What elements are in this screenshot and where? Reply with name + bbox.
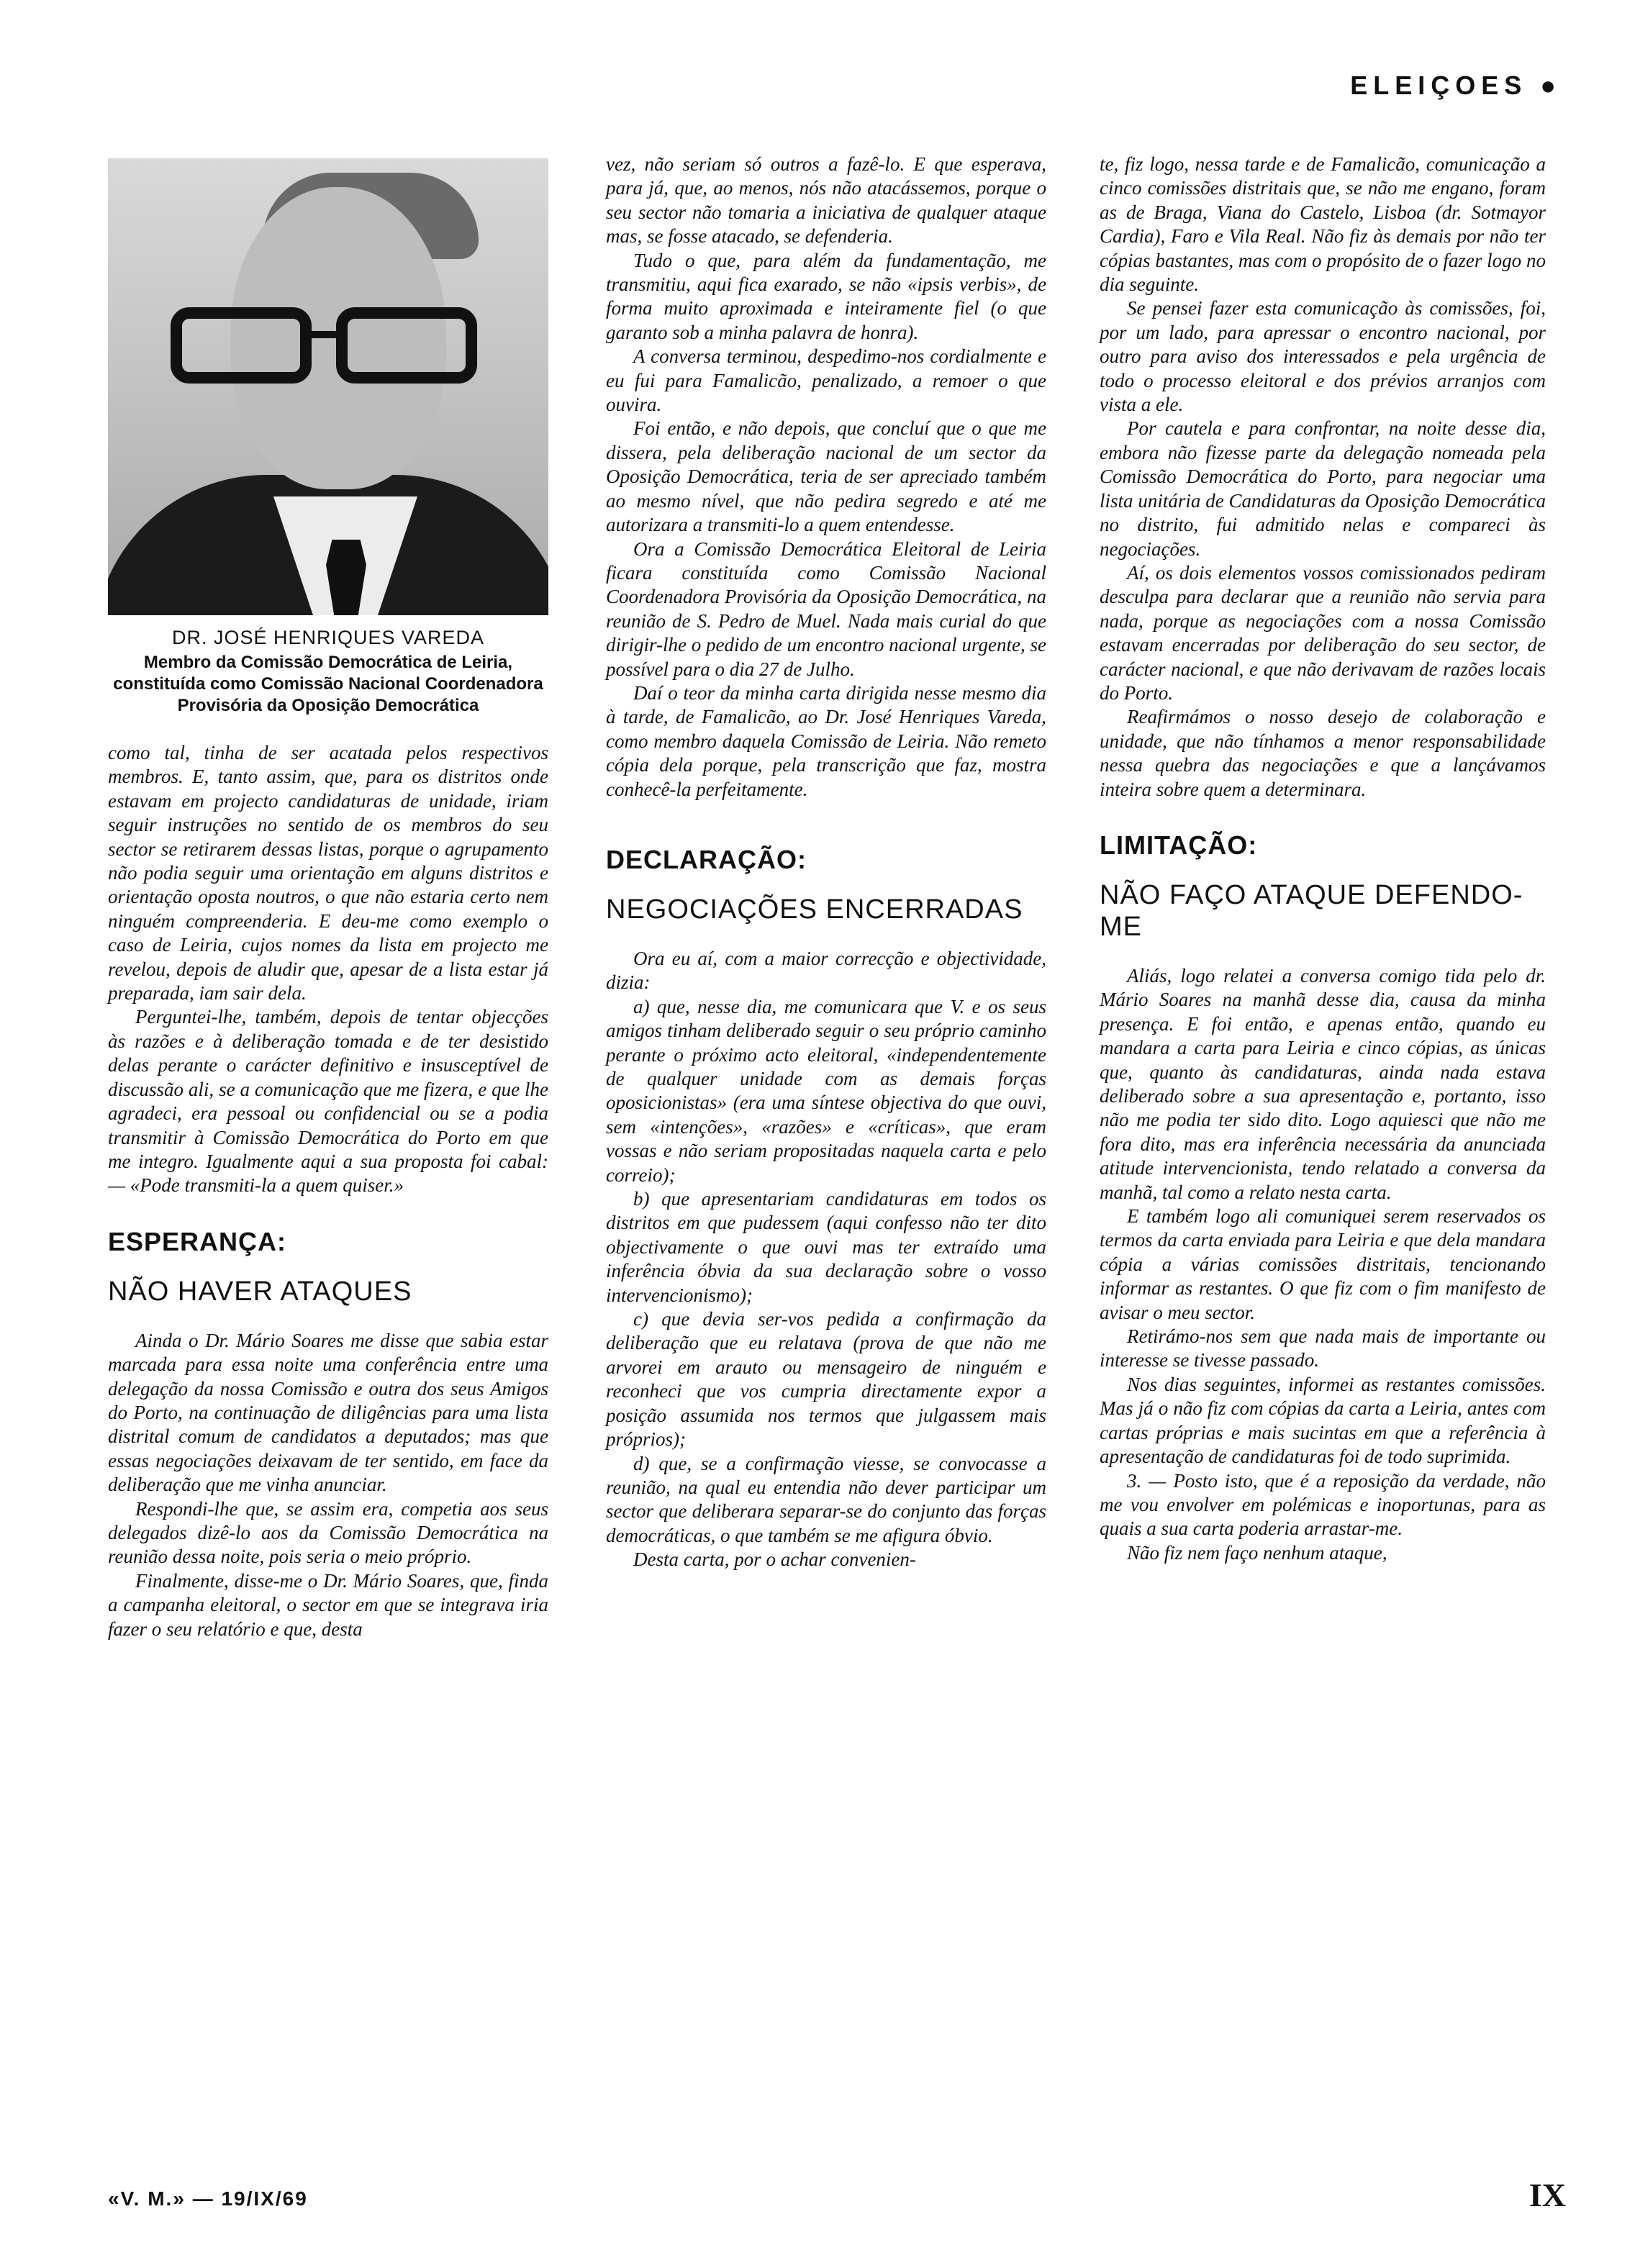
paragraph: Daí o teor da minha carta dirigida nesse mesmo dia à tarde, de Famalicão, ao Dr. José Henriques Vareda, como membro daquela Comissão de Leiria. Não remeto cópia dela porque, pela transcrição que faz, mostra conhecê-la perfeitamente. — [606, 681, 1046, 800]
heading-esperanca: ESPERANÇA: — [108, 1226, 287, 1256]
subheading-negociacoes-encerradas: NEGOCIAÇÕES ENCERRADAS — [606, 894, 1023, 925]
paragraph: Aí, os dois elementos vossos comissionados pediram desculpa para declarar que a reunião não servia para nada, porque as negociações com a nossa Comissão estavam encerradas por deliberação do seu sector, de carácter nacional, e que não derivavam de razões locais do Porto. — [1100, 561, 1546, 704]
subheading-nao-haver-ataques: NÃO HAVER ATAQUES — [108, 1276, 412, 1307]
paragraph: Ainda o Dr. Mário Soares me disse que sabia estar marcada para essa noite uma conferência entre uma delegação da nossa Comissão e outra dos seus Amigos do Porto, na continuação de diligências para uma lista distrital comum de candidatos a deputados; mas que essas negociações deixavam de ter sentido, em face da deliberação que me vinha anunciar. — [108, 1329, 548, 1496]
publication-footer: «V. M.» — 19/IX/69 — [108, 2187, 308, 2210]
paragraph: d) que, se a confirmação viesse, se convocasse a reunião, na qual eu entendia não dever participar um sector que deliberara separar-se do conjunto das forças democráticas, o que também se me afigura óbvio. — [606, 1452, 1046, 1546]
paragraph: Por cautela e para confrontar, na noite desse dia, embora não fizesse parte da delegação nomeada pela Comissão Democrática do Porto, para negociar uma lista unitária de Candidaturas da Oposição Democrática no distrito, fui admitido nelas e compareci às negociações. — [1100, 417, 1546, 560]
paragraph: Não fiz nem faço nenhum ataque, — [1127, 1541, 1387, 1564]
paragraph: b) que apresentariam candidaturas em todos os distritos em que pudessem (aqui confesso não ter dito objectivamente o que ouvi mas ter extraído uma inferência óbvia da sua declaração sobre o vosso intervencionismo); — [606, 1188, 1046, 1306]
paragraph: Retirámo-nos sem que nada mais de importante ou interesse se tivesse passado. — [1100, 1325, 1546, 1371]
photo-caption: Membro da Comissão Democrática de Leiria, constituída como Comissão Nacional Coordenadora Provisória da Oposição Democrática — [113, 653, 543, 715]
paragraph: te, fiz logo, nessa tarde e de Famalicão, comunicação a cinco comissões distritais que, se não me engano, foram as de Braga, Viana do Castelo, Lisboa (dr. Sotmayor Cardia), Faro e Vila Real. Não fiz às demais por não ter cópias bastantes, mas com o propósito de o fazer logo no dia seguinte. — [1100, 153, 1546, 296]
paragraph: Respondi-lhe que, se assim era, competia aos seus delegados dizê-lo aos da Comissão Democrática na reunião dessa noite, pois seria o meio próprio. — [108, 1497, 548, 1568]
section-tag: ELEIÇOES ● — [1350, 71, 1562, 100]
paragraph: Se pensei fazer esta comunicação às comissões, foi, por um lado, para apressar o encontro nacional, por outro para aviso dos interessados e pela urgência de todo o processo eleitoral e dos prévios arranjos com vista a ele. — [1100, 297, 1546, 416]
paragraph: a) que, nesse dia, me comunicara que V. e os seus amigos tinham deliberado seguir o seu próprio caminho perante o próximo acto eleitoral, «independentemente de qualquer unidade com as demais forças oposicionistas» (era uma síntese objectiva do que ouvi, sem «intenções», «razões» e «críticas», que eram vossas e não seriam propositadas naquela carta e pelo correio); — [606, 995, 1046, 1186]
column-2 — [606, 153, 1046, 1572]
paragraph: 3. — Posto isto, que é a reposição da verdade, não me vou envolver em polémicas e inoportunas, para as quais a sua carta poderia arrastar-me. — [1100, 1469, 1546, 1540]
paragraph: Aliás, logo relatei a conversa comigo tida pelo dr. Mário Soares na manhã desse dia, causa da minha presença. E foi então, e apenas então, quando eu mandara a carta para Leiria e cinco cópias, as únicas que, quanto às candidaturas, ainda nada estava deliberado sobre a sua apresentação e, portanto, isso não me podia ter sido dito. Logo aquiesci que não me fora dito, mas era inferência necessária da anunciada atitude intervencionista, tendo relatado a conversa da manhã, tal como a relato nesta carta. — [1100, 964, 1546, 1203]
paragraph: A conversa terminou, despedimo-nos cordialmente e eu fui para Famalicão, penalizado, a remoer o que ouvira. — [606, 345, 1046, 416]
paragraph: Perguntei-lhe, também, depois de tentar objecções às razões e à deliberação tomada e de ter desistido delas perante o carácter definitivo e insusceptível de discussão ali, se a comunicação que me fizera, e que lhe agradeci, era pessoal ou confidencial ou se a podia transmitir à Comissão Democrática do Porto em que me integro. Igualmente aqui a sua proposta foi cabal: — «Pode transmiti-la a quem quiser.» — [108, 1006, 548, 1197]
page-number: IX — [1528, 2177, 1566, 2213]
heading-declaracao: DECLARAÇÃO: — [606, 844, 807, 874]
paragraph: como tal, tinha de ser acatada pelos respectivos membros. E, tanto assim, que, para os distritos onde estavam em projecto candidaturas de unidade, iriam seguir instruções no sentido de os membros do seu sector se retirarem dessas listas, porque o agrupamento não podia seguir uma orientação em alguns distritos e orientação oposta noutros, o que não estaria certo nem ninguém compreenderia. E deu-me como exemplo o caso de Leiria, cujos nomes da lista em projecto me revelou, depois de aludir que, apesar de a lista estar já preparada, iam sair dela. — [108, 742, 548, 1004]
paragraph: Ora eu aí, com a maior correcção e objectividade, dizia: — [606, 947, 1046, 994]
column-1 — [108, 153, 548, 1641]
paragraph: Nos dias seguintes, informei as restantes comissões. Mas já o não fiz com cópias da carta a Leiria, antes com cartas próprias e mais sucintas em que a referência à apresentação de candidaturas foi de todo suprimida. — [1100, 1373, 1546, 1468]
photo-name: DR. JOSÉ HENRIQUES VAREDA — [171, 627, 485, 648]
paragraph: Ora a Comissão Democrática Eleitoral de Leiria ficara constituída como Comissão Nacional Coordenadora Provisória da Oposição Democrática, na reunião de S. Pedro de Muel. Nada mais curial do que dirigir-lhe o pedido de um encontro nacional urgente, se possível para o dia 27 de Julho. — [606, 537, 1046, 680]
paragraph: c) que devia ser-vos pedida a confirmação da deliberação que eu relatava (prova de que não me arvorei em arauto ou mensageiro de ninguém e reconheci que vos cumpria directamente expor a posição assumida nos termos que julgassem mais próprios); — [606, 1308, 1046, 1451]
paragraph: Foi então, e não depois, que concluí que o que me dissera, pela deliberação nacional de um sector da Oposição Democrática, teria de ser apreciado também ao mesmo nível, que não pedira segredo e até me autorizara a transmiti-lo a quem entendesse. — [606, 417, 1046, 536]
paragraph: Reafirmámos o nosso desejo de colaboração e unidade, que não tínhamos a menor responsabilidade nessa quebra das negociações e que a lançávamos inteira sobre quem a determinara. — [1100, 706, 1546, 800]
portrait-photo — [108, 158, 548, 615]
paragraph: Desta carta, por o achar convenien- — [633, 1548, 916, 1571]
paragraph: Tudo o que, para além da fundamentação, me transmitiu, aqui fica exarado, se não «ipsis verbis», de forma muito aproximada e inteiramente fiel (o que garanto sob a minha palavra de honra). — [606, 249, 1046, 343]
paragraph: E também logo ali comuniquei serem reservados os termos da carta enviada para Leiria e que dela mandara cópia a várias comissões distritais, tencionando informar as restantes. O que fiz com o fim manifesto de avisar o meu sector. — [1100, 1205, 1546, 1323]
heading-limitacao: LIMITAÇÃO: — [1100, 830, 1258, 860]
paragraph: Finalmente, disse-me o Dr. Mário Soares, que, finda a campanha eleitoral, o sector em que se integrava iria fazer o seu relatório e que, desta — [108, 1569, 548, 1640]
column-3 — [1100, 153, 1546, 1565]
paragraph: vez, não seriam só outros a fazê-lo. E que esperava, para já, que, ao menos, nós não atacássemos, porque o seu sector não tomaria a iniciativa de qualquer ataque mas, se fosse atacado, se defenderia. — [606, 153, 1046, 248]
subheading-nao-faco-ataque: NÃO FAÇO ATAQUE DEFENDO-ME — [1100, 879, 1523, 942]
